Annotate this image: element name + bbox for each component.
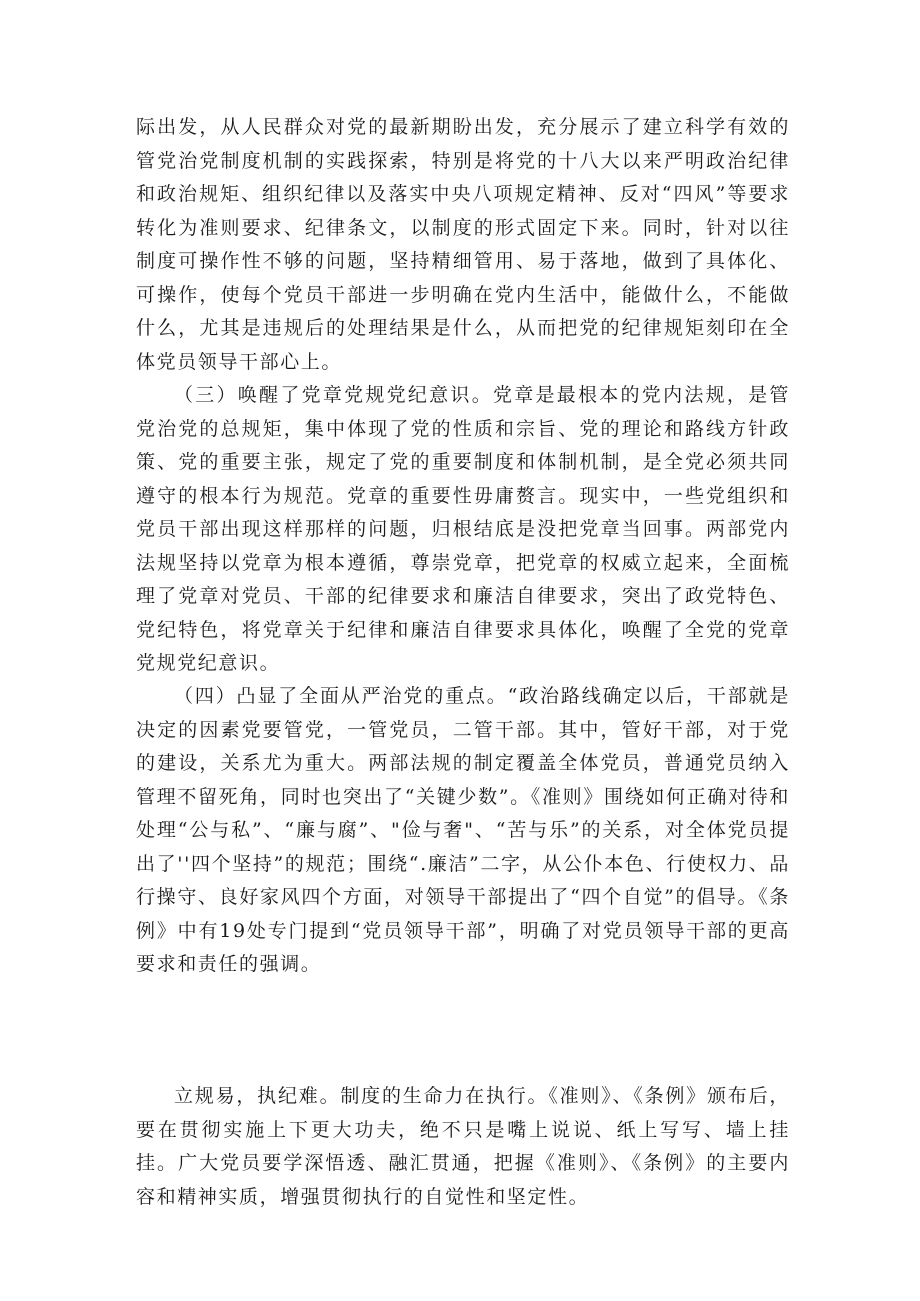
paragraph-section-four: （四）凸显了全面从严治党的重点。“政治路线确定以后，干部就是决定的因素党要管党，一管党员，二管干部。其中，管好干部，对于党的建设，关系尤为重大。两部法规的制定覆盖全体党员，普通党员纳入管理不留死角，同时也突出了“关键少数”。《准则》围绕如何正确对待和处理“公与私”、“廉与腐”、"俭与奢"、“苦与乐”的关系，对全体党员提出了''四个坚持”的规范；围绕“.廉洁”二字，从公仆本色、行使权力、品行操守、良好家风四个方面，对领导干部提出了“四个自觉”的倡导。《条例》中有19处专门提到“党员领导干部”，明确了对党员领导干部的更高要求和责任的强调。 — [136, 685, 790, 975]
paragraph-continuation: 际出发，从人民群众对党的最新期盼出发，充分展示了建立科学有效的管党治党制度机制的实践探索，特别是将党的十八大以来严明政治纪律和政治规矩、组织纪律以及落实中央八项规定精神、反对“四风”等要求转化为准则要求、纪律条文，以制度的形式固定下来。同时，针对以往制度可操作性不够的问题，坚持精细管用、易于落地，做到了具体化、可操作，使每个党员干部进一步明确在党内生活中，能做什么，不能做什么，尤其是违规后的处理结果是什么，从而把党的纪律规矩刻印在全体党员领导干部心上。 — [136, 116, 790, 373]
paragraph-section-three: （三）唤醒了党章党规党纪意识。党章是最根本的党内法规，是管党治党的总规矩，集中体现了党的性质和宗旨、党的理论和路线方针政策、党的重要主张，规定了党的重要制度和体制机制，是全党必须共同遵守的根本行为规范。党章的重要性毋庸赘言。现实中，一些党组织和党员干部出现这样那样的问题，归根结底是没把党章当回事。两部党内法规坚持以党章为根本遵循，尊崇党章，把党章的权威立起来，全面梳理了党章对党员、干部的纪律要求和廉洁自律要求，突出了政党特色、党纪特色，将党章关于纪律和廉洁自律要求具体化，唤醒了全党的党章党规党纪意识。 — [136, 384, 790, 674]
paragraph-conclusion: 立规易，执纪难。制度的生命力在执行。《准则》、《条例》颁布后，要在贯彻实施上下更大功夫，绝不只是嘴上说说、纸上写写、墙上挂挂。广大党员要学深悟透、融汇贯通，把握《准则》、《条例》的主要内容和精神实质，增强贯彻执行的自觉性和坚定性。 — [136, 1085, 790, 1208]
